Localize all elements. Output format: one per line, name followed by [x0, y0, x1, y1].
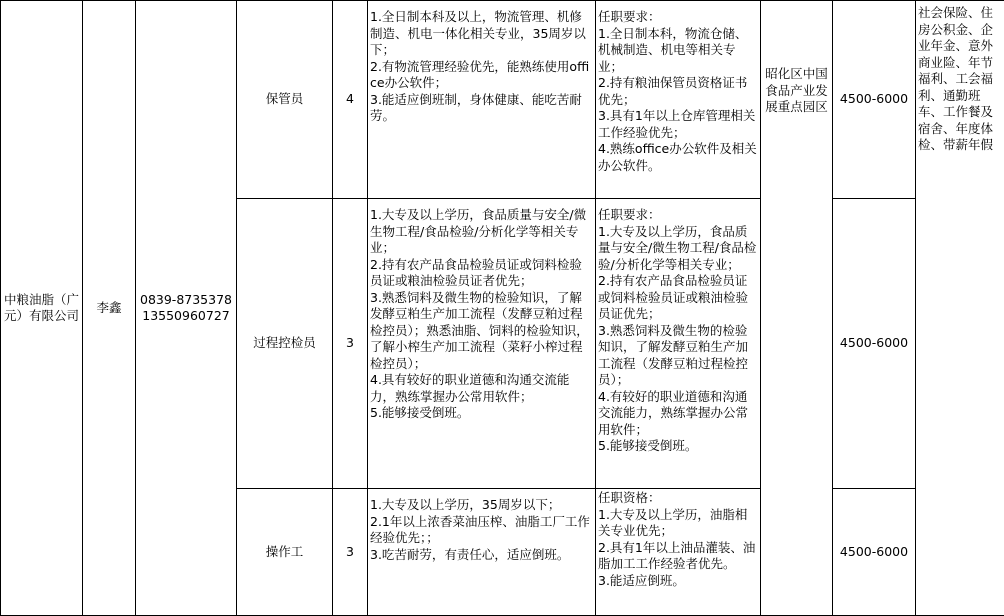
- requirement-item: 1.大专及以上学历，油脂相关专业优先；: [598, 507, 758, 540]
- requirement-item: 3.能适应倒班。: [598, 573, 758, 590]
- requirements-cell: [596, 1, 761, 199]
- qualifications-cell: [368, 199, 596, 489]
- requirement-item: 4.有较好的职业道德和沟通交流能力，熟练掌握办公常用软件；: [598, 389, 758, 439]
- phone-mobile: 13550960727: [138, 308, 234, 325]
- position-count-cell: [333, 199, 368, 489]
- requirement-item: 1.大专及以上学历，食品质量与安全/微生物工程/食品检验/分析化学等相关专业；: [598, 224, 758, 274]
- qualification-item: 1.大专及以上学历，35周岁以下；: [370, 497, 593, 514]
- requirement-item: 2.持有粮油保管员资格证书优先；: [598, 75, 758, 108]
- position-title: 操作工: [266, 544, 304, 559]
- salary-cell: [833, 199, 916, 489]
- requirement-item: 3.具有1年以上仓库管理相关工作经验优先；: [598, 108, 758, 141]
- position-count: 3: [346, 335, 354, 350]
- position-title-cell: [237, 489, 333, 616]
- position-count: 3: [346, 544, 354, 559]
- qualification-item: 3.熟悉饲料及微生物的检验知识，了解发酵豆粕生产加工流程（发酵豆粕过程检控员）；熟悉油脂、饲料的检验知识，了解小榨生产加工流程（菜籽小榨过程检控员）；: [370, 290, 593, 373]
- position-count: 4: [346, 91, 354, 106]
- position-title: 过程控检员: [253, 335, 316, 350]
- company-name-cell: [1, 1, 83, 616]
- requirements-cell: [596, 199, 761, 489]
- qualification-item: 4.具有较好的职业道德和沟通交流能力，熟练掌握办公常用软件；: [370, 372, 593, 405]
- qualification-item: 5.能够接受倒班。: [370, 405, 593, 422]
- benefits-text: 社会保险、住房公积金、企业年金、意外商业险、年节福利、工会福利、通勤班车、工作餐及宿舍、年度体检、带薪年假: [918, 5, 993, 152]
- contact-cell: [83, 1, 136, 616]
- location-cell: [761, 1, 833, 616]
- requirement-item: 5.能够接受倒班。: [598, 438, 758, 455]
- qualification-item: 3.能适应倒班制，身体健康、能吃苦耐劳。: [370, 92, 593, 125]
- qualifications-cell: [368, 1, 596, 199]
- qualification-item: 2.有物流管理经验优先，能熟练使用office办公软件；: [370, 59, 593, 92]
- salary-text: 4500-6000: [840, 335, 908, 350]
- position-count-cell: [333, 1, 368, 199]
- location-text: 昭化区中国食品产业发展重点园区: [765, 66, 828, 114]
- requirement-item: 2.具有1年以上油品灌装、油脂加工工作经验者优先。: [598, 540, 758, 573]
- salary-cell: [833, 1, 916, 199]
- requirement-item: 任职要求：: [598, 207, 758, 224]
- position-title: 保管员: [266, 91, 304, 106]
- requirement-item: 任职资格：: [598, 490, 758, 507]
- salary-cell: [833, 489, 916, 616]
- requirement-item: 任职要求：: [598, 9, 758, 26]
- contact-name: 李鑫: [96, 300, 121, 315]
- salary-text: 4500-6000: [840, 544, 908, 559]
- phone-landline: 0839-8735378: [138, 292, 234, 309]
- table-row: [1, 1, 1004, 199]
- qualifications-cell: [368, 489, 596, 616]
- qualification-item: 3.吃苦耐劳，有责任心，适应倒班。: [370, 547, 593, 564]
- requirement-item: 2.持有农产品食品检验员证或饲料检验员证或粮油检验员证优先；: [598, 273, 758, 323]
- phone-cell: [136, 1, 237, 616]
- qualification-item: 2.持有农产品食品检验员证或饲料检验员证或粮油检验员证者优先；: [370, 257, 593, 290]
- position-title-cell: [237, 199, 333, 489]
- company-name: 中粮油脂（广元）有限公司: [4, 292, 79, 324]
- qualification-item: 2.1年以上浓香菜油压榨、油脂工厂工作经验优先；；: [370, 514, 593, 547]
- position-count-cell: [333, 489, 368, 616]
- salary-text: 4500-6000: [840, 91, 908, 106]
- qualification-item: 1.大专及以上学历，食品质量与安全/微生物工程/食品检验/分析化学等相关专业；: [370, 207, 593, 257]
- requirement-item: 1.全日制本科，物流仓储、机械制造、机电等相关专业；: [598, 26, 758, 76]
- requirement-item: 4.熟练office办公软件及相关办公软件。: [598, 141, 758, 174]
- position-title-cell: [237, 1, 333, 199]
- requirements-cell: [596, 489, 761, 616]
- qualification-item: 1.全日制本科及以上，物流管理、机修制造、机电一体化相关专业，35周岁以下；: [370, 9, 593, 59]
- benefits-cell: [916, 1, 1004, 616]
- requirement-item: 3.熟悉饲料及微生物的检验知识，了解发酵豆粕生产加工流程（发酵豆粕过程检控员）；: [598, 323, 758, 389]
